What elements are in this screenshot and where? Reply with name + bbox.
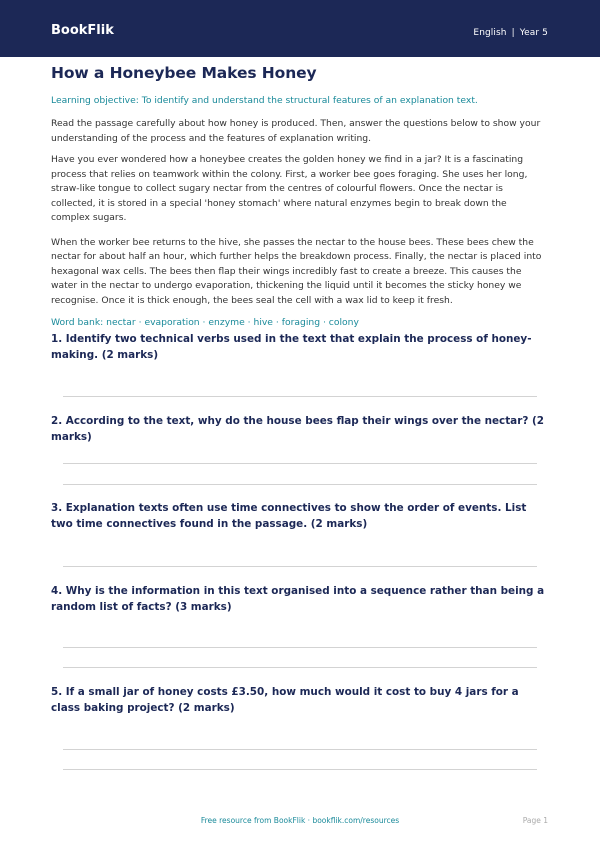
learning-objective: Learning objective: To identify and understand the structural features of an explanation text.	[51, 95, 478, 106]
worksheet-intro	[51, 64, 547, 344]
question-block	[51, 332, 547, 363]
question-text: 3. Explanation texts often use time connectives to show the order of events. List two time connectives found in the passage. (2 marks)	[51, 502, 527, 530]
page-number: Page 1	[522, 816, 548, 825]
question-text: 4. Why is the information in this text organised into a sequence rather than being a random list of facts? (3 marks)	[51, 585, 545, 613]
word-bank: Word bank: nectar · evaporation · enzyme · hive · foraging · colony	[51, 317, 359, 328]
question-block	[51, 501, 547, 532]
question-block	[51, 414, 547, 445]
passage-paragraph: Have you ever wondered how a honeybee creates the golden honey we find in a jar? It is a fascinating process that relies on teamwork within the colony. First, a worker bee goes foraging. She uses her long, straw-like tongue to collect sugary nectar from the centres of colourful flowers. Once the nectar is collected, it is stored in a special 'honey stomach' where natural enzymes begin to break down the complex sugars.	[51, 154, 528, 223]
passage-paragraph: When the worker bee returns to the hive, she passes the nectar to the house bees. These bees chew the nectar for about half an hour, which further helps the breakdown process. Finally, the nectar is placed into hexagonal wax cells. The bees then flap their wings incredibly fast to create a breeze. This causes the water in the nectar to undergo evaporation, thickening the liquid until it becomes the sticky honey we recognise. Once it is thick enough, the bees seal the cell with a wax lid to keep it fresh.	[51, 236, 542, 306]
question-block	[51, 584, 547, 615]
question-text: 2. According to the text, why do the house bees flap their wings over the nectar? (2 marks)	[51, 415, 544, 443]
answer-line[interactable]	[63, 566, 537, 567]
page-title: How a Honeybee Makes Honey	[51, 64, 317, 82]
question-block	[51, 685, 547, 716]
meta-separator: |	[511, 28, 515, 38]
instructions: Read the passage carefully about how honey is produced. Then, answer the questions below to show your understanding of the process and the features of explanation writing.	[51, 118, 541, 144]
footer-credit: Free resource from BookFlik · bookflik.com/resources	[200, 816, 400, 825]
brand-logo: BookFlik	[51, 23, 114, 38]
page-header	[0, 0, 600, 57]
year-label: Year 5	[519, 28, 548, 38]
answer-line[interactable]	[63, 647, 537, 648]
answer-line[interactable]	[63, 667, 537, 668]
question-text: 5. If a small jar of honey costs £3.50, how much would it cost to buy 4 jars for a class baking project? (2 marks)	[51, 686, 519, 714]
answer-line[interactable]	[63, 749, 537, 750]
answer-line[interactable]	[63, 769, 537, 770]
answer-line[interactable]	[63, 484, 537, 485]
question-text: 1. Identify two technical verbs used in the text that explain the process of honey-making. (2 marks)	[51, 333, 532, 361]
answer-line[interactable]	[63, 463, 537, 464]
answer-line[interactable]	[63, 396, 537, 397]
subject-label: English	[473, 28, 507, 38]
header-meta	[473, 28, 548, 38]
